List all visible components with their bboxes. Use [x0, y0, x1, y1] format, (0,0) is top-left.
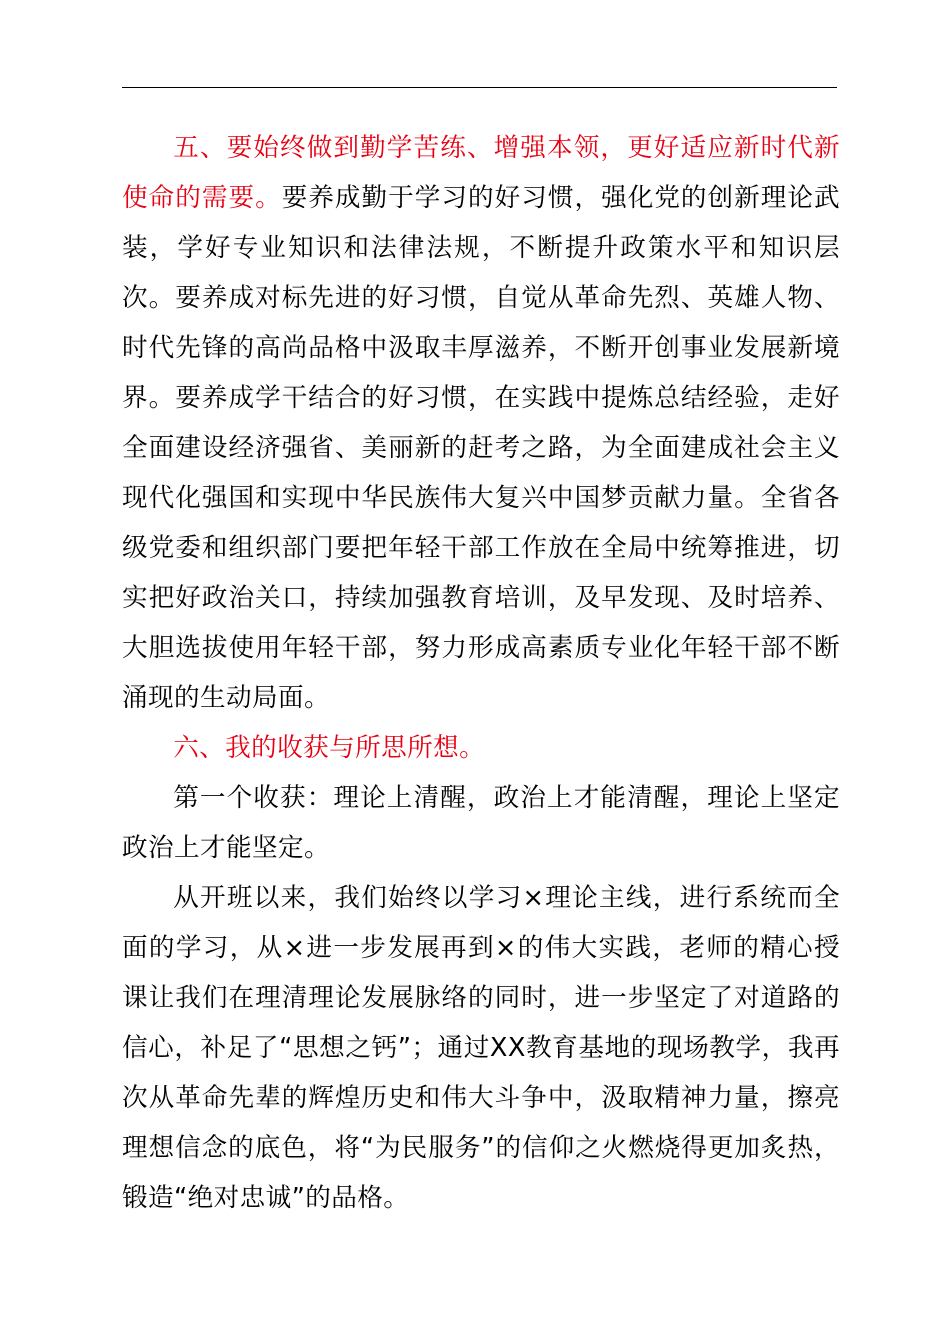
document-body	[122, 123, 840, 1223]
section-6-heading: 六、我的收获与所思所想。	[173, 733, 486, 763]
section-5-paragraph	[122, 123, 840, 723]
header-rule	[122, 87, 837, 88]
section-5-heading: 五、要始终做到勤学苦练、增强本领，更好适应新时代新使命的需要。	[122, 133, 840, 213]
since-class-paragraph: 从开班以来，我们始终以学习×理论主线，进行系统而全面的学习，从×进一步发展再到×的伟大实践，老师的精心授课让我们在理清理论发展脉络的同时，进一步坚定了对道路的信心，补足了“思想之钙”；通过XX教育基地的现场教学，我再次从革命先辈的辉煌历史和伟大斗争中，汲取精神力量，擦亮理想信念的底色，将“为民服务”的信仰之火燃烧得更加炙热，锻造“绝对忠诚”的品格。	[122, 883, 840, 1213]
section-5-body: 要养成勤于学习的好习惯，强化党的创新理论武装，学好专业知识和法律法规，不断提升政策水平和知识层次。要养成对标先进的好习惯，自觉从革命先烈、英雄人物、时代先锋的高尚品格中汲取丰厚滋养，不断开创事业发展新境界。要养成学干结合的好习惯，在实践中提炼总结经验，走好全面建设经济强省、美丽新的赶考之路，为全面建成社会主义现代化强国和实现中华民族伟大复兴中国梦贡献力量。全省各级党委和组织部门要把年轻干部工作放在全局中统筹推进，切实把好政治关口，持续加强教育培训，及早发现、及时培养、大胆选拔使用年轻干部，努力形成高素质专业化年轻干部不断涌现的生动局面。	[122, 183, 840, 713]
harvest-1-paragraph: 第一个收获：理论上清醒，政治上才能清醒，理论上坚定政治上才能坚定。	[122, 783, 840, 863]
